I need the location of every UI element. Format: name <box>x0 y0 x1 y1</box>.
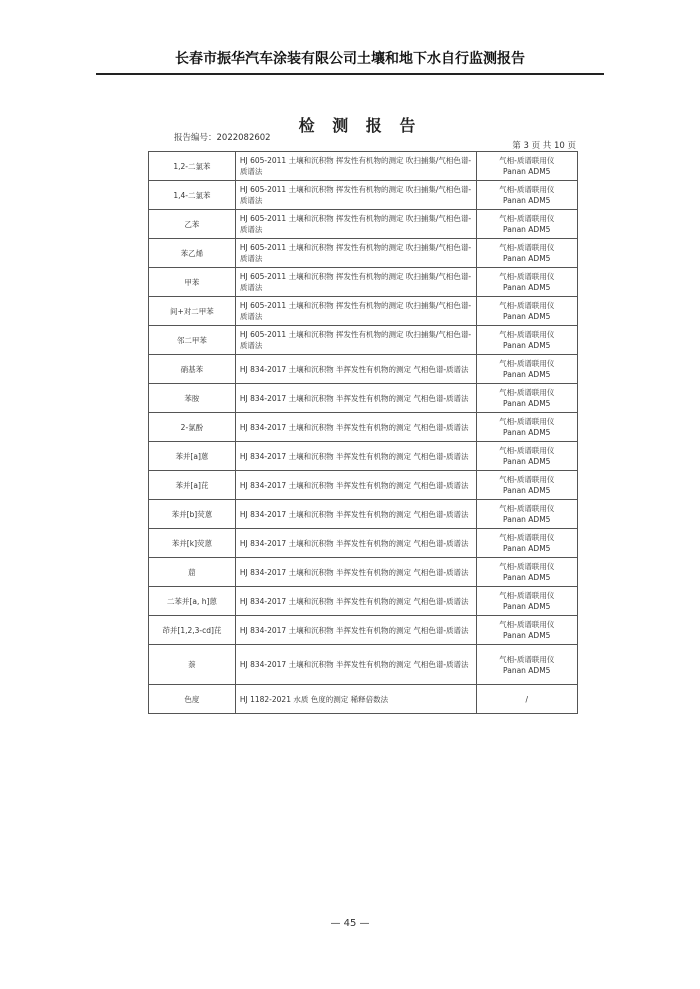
test-item-cell: 萘 <box>149 645 236 685</box>
instrument-cell <box>476 558 578 587</box>
instrument-cell <box>476 181 578 210</box>
table-row <box>149 616 578 645</box>
instrument-cell <box>476 384 578 413</box>
test-item-cell: 苯并[k]荧蒽 <box>149 529 236 558</box>
instrument-model: Panan ADM5 <box>503 665 551 675</box>
test-method-cell: HJ 605-2011 土壤和沉积物 挥发性有机物的测定 吹扫捕集/气相色谱-质谱法 <box>235 268 476 297</box>
table-row <box>149 587 578 616</box>
instrument-cell <box>476 355 578 384</box>
instrument-model: Panan ADM5 <box>503 544 551 553</box>
table-row <box>149 442 578 471</box>
table-row <box>149 384 578 413</box>
instrument-name: 气相-质谱联用仪 <box>499 446 555 455</box>
instrument-cell <box>476 210 578 239</box>
table-row <box>149 239 578 268</box>
instrument-name: 气相-质谱联用仪 <box>499 417 555 426</box>
instrument-model: Panan ADM5 <box>503 399 551 408</box>
table-row <box>149 413 578 442</box>
test-item-cell: 1,4-二氯苯 <box>149 181 236 210</box>
report-page-indicator: 第 3 页 共 10 页 <box>512 141 576 151</box>
instrument-name: 气相-质谱联用仪 <box>499 562 555 571</box>
test-method-cell: HJ 605-2011 土壤和沉积物 挥发性有机物的测定 吹扫捕集/气相色谱-质谱法 <box>235 326 476 355</box>
instrument-model: Panan ADM5 <box>503 573 551 582</box>
instrument-name: 气相-质谱联用仪 <box>499 620 555 629</box>
instrument-name: 气相-质谱联用仪 <box>499 214 555 223</box>
instrument-cell <box>476 297 578 326</box>
instrument-name: 气相-质谱联用仪 <box>499 504 555 513</box>
test-item-cell: 2-氯酚 <box>149 413 236 442</box>
test-method-cell: HJ 834-2017 土壤和沉积物 半挥发性有机物的测定 气相色谱-质谱法 <box>235 384 476 413</box>
table-row <box>149 210 578 239</box>
test-method-cell: HJ 834-2017 土壤和沉积物 半挥发性有机物的测定 气相色谱-质谱法 <box>235 500 476 529</box>
instrument-name: 气相-质谱联用仪 <box>499 388 555 397</box>
table-row <box>149 685 578 714</box>
instrument-model: Panan ADM5 <box>503 312 551 321</box>
table-row <box>149 645 578 685</box>
test-method-cell: HJ 834-2017 土壤和沉积物 半挥发性有机物的测定 气相色谱-质谱法 <box>235 413 476 442</box>
instrument-name: / <box>525 694 529 704</box>
instrument-cell <box>476 442 578 471</box>
test-item-cell: 邻二甲苯 <box>149 326 236 355</box>
instrument-model: Panan ADM5 <box>503 602 551 611</box>
table-row <box>149 326 578 355</box>
instrument-model: Panan ADM5 <box>503 457 551 466</box>
test-item-cell: 硝基苯 <box>149 355 236 384</box>
test-item-cell: 苯乙烯 <box>149 239 236 268</box>
instrument-model: Panan ADM5 <box>503 196 551 205</box>
instrument-cell <box>476 239 578 268</box>
test-method-cell: HJ 834-2017 土壤和沉积物 半挥发性有机物的测定 气相色谱-质谱法 <box>235 558 476 587</box>
test-method-cell: HJ 605-2011 土壤和沉积物 挥发性有机物的测定 吹扫捕集/气相色谱-质谱法 <box>235 210 476 239</box>
instrument-model: Panan ADM5 <box>503 341 551 350</box>
test-item-cell: 甲苯 <box>149 268 236 297</box>
table-row <box>149 297 578 326</box>
table-row <box>149 471 578 500</box>
page-number: — 45 — <box>330 918 370 929</box>
instrument-model: Panan ADM5 <box>503 167 551 176</box>
test-item-cell: 苯并[a]芘 <box>149 471 236 500</box>
test-item-cell: 二苯并[a, h]蒽 <box>149 587 236 616</box>
test-method-cell: HJ 834-2017 土壤和沉积物 半挥发性有机物的测定 气相色谱-质谱法 <box>235 471 476 500</box>
instrument-name: 气相-质谱联用仪 <box>499 654 555 664</box>
table-row <box>149 500 578 529</box>
report-title: 检 测 报 告 <box>298 116 422 135</box>
instrument-cell <box>476 685 578 714</box>
test-method-cell: HJ 605-2011 土壤和沉积物 挥发性有机物的测定 吹扫捕集/气相色谱-质谱法 <box>235 152 476 181</box>
test-method-cell: HJ 605-2011 土壤和沉积物 挥发性有机物的测定 吹扫捕集/气相色谱-质谱法 <box>235 181 476 210</box>
instrument-model: Panan ADM5 <box>503 370 551 379</box>
instrument-name: 气相-质谱联用仪 <box>499 185 555 194</box>
instrument-name: 气相-质谱联用仪 <box>499 243 555 252</box>
instrument-name: 气相-质谱联用仪 <box>499 475 555 484</box>
instrument-name: 气相-质谱联用仪 <box>499 359 555 368</box>
report-number: 报告编号：2022082602 <box>174 133 271 143</box>
instrument-cell <box>476 645 578 685</box>
instrument-cell <box>476 529 578 558</box>
instrument-model: Panan ADM5 <box>503 631 551 640</box>
test-method-cell: HJ 834-2017 土壤和沉积物 半挥发性有机物的测定 气相色谱-质谱法 <box>235 355 476 384</box>
test-item-cell: 䓛 <box>149 558 236 587</box>
instrument-model: Panan ADM5 <box>503 254 551 263</box>
test-method-table <box>148 151 578 714</box>
test-method-cell: HJ 605-2011 土壤和沉积物 挥发性有机物的测定 吹扫捕集/气相色谱-质谱法 <box>235 297 476 326</box>
test-item-cell: 苯胺 <box>149 384 236 413</box>
test-item-cell: 乙苯 <box>149 210 236 239</box>
test-item-cell: 间+对二甲苯 <box>149 297 236 326</box>
instrument-name: 气相-质谱联用仪 <box>499 330 555 339</box>
test-method-cell: HJ 834-2017 土壤和沉积物 半挥发性有机物的测定 气相色谱-质谱法 <box>235 529 476 558</box>
instrument-cell <box>476 413 578 442</box>
test-item-cell: 1,2-二氯苯 <box>149 152 236 181</box>
instrument-cell <box>476 326 578 355</box>
instrument-model: Panan ADM5 <box>503 486 551 495</box>
instrument-cell <box>476 500 578 529</box>
instrument-model: Panan ADM5 <box>503 428 551 437</box>
instrument-name: 气相-质谱联用仪 <box>499 533 555 542</box>
table-row <box>149 529 578 558</box>
table-row <box>149 181 578 210</box>
instrument-cell <box>476 471 578 500</box>
test-method-cell: HJ 605-2011 土壤和沉积物 挥发性有机物的测定 吹扫捕集/气相色谱-质谱法 <box>235 239 476 268</box>
test-item-cell: 苯并[a]蒽 <box>149 442 236 471</box>
table-row <box>149 268 578 297</box>
instrument-cell <box>476 616 578 645</box>
table-row <box>149 558 578 587</box>
instrument-model: Panan ADM5 <box>503 225 551 234</box>
instrument-name: 气相-质谱联用仪 <box>499 301 555 310</box>
scanned-report-page <box>128 95 592 875</box>
test-item-cell: 色度 <box>149 685 236 714</box>
instrument-cell <box>476 152 578 181</box>
instrument-name: 气相-质谱联用仪 <box>499 156 555 165</box>
test-method-cell: HJ 834-2017 土壤和沉积物 半挥发性有机物的测定 气相色谱-质谱法 <box>235 587 476 616</box>
test-method-cell: HJ 1182-2021 水质 色度的测定 稀释倍数法 <box>235 685 476 714</box>
instrument-name: 气相-质谱联用仪 <box>499 272 555 281</box>
document-header-title: 长春市振华汽车涂装有限公司土壤和地下水自行监测报告 <box>175 51 525 67</box>
instrument-cell <box>476 268 578 297</box>
test-method-cell: HJ 834-2017 土壤和沉积物 半挥发性有机物的测定 气相色谱-质谱法 <box>235 616 476 645</box>
instrument-cell <box>476 587 578 616</box>
table-row <box>149 355 578 384</box>
instrument-model: Panan ADM5 <box>503 283 551 292</box>
test-method-cell: HJ 834-2017 土壤和沉积物 半挥发性有机物的测定 气相色谱-质谱法 <box>235 442 476 471</box>
table-row <box>149 152 578 181</box>
header-divider <box>96 73 604 75</box>
test-method-cell: HJ 834-2017 土壤和沉积物 半挥发性有机物的测定 气相色谱-质谱法 <box>235 645 476 685</box>
instrument-model: Panan ADM5 <box>503 515 551 524</box>
test-item-cell: 苯并[b]荧蒽 <box>149 500 236 529</box>
instrument-name: 气相-质谱联用仪 <box>499 591 555 600</box>
test-item-cell: 茚并[1,2,3-cd]芘 <box>149 616 236 645</box>
